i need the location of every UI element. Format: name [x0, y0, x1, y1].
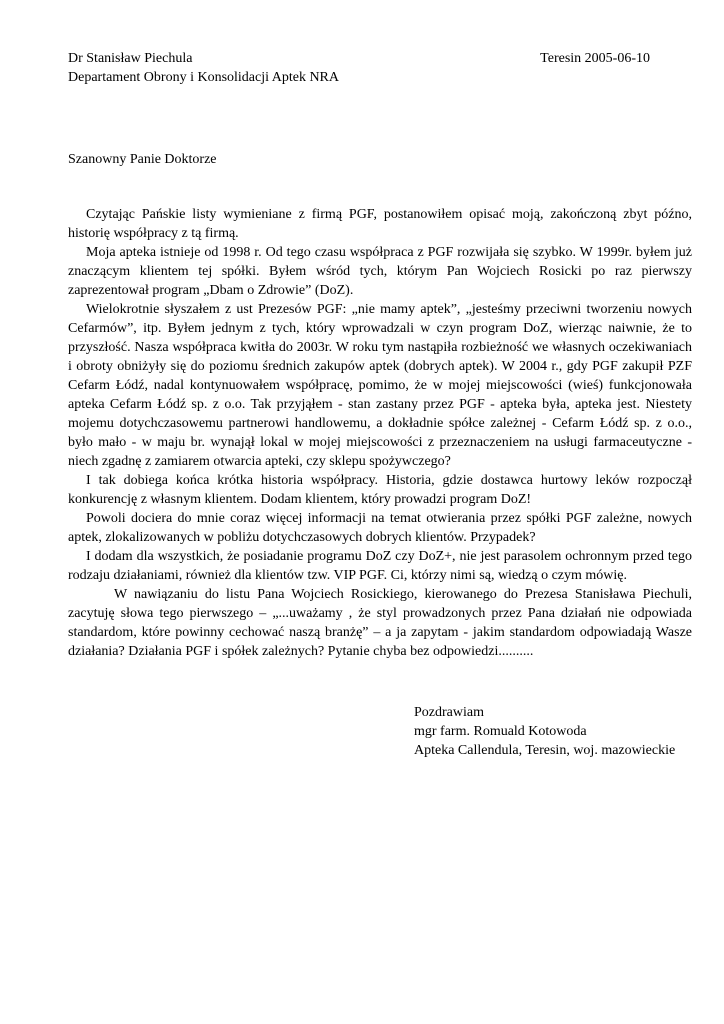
- letter-closing: [414, 703, 692, 760]
- paragraph: Moja apteka istnieje od 1998 r. Od tego czasu współpraca z PGF rozwijała się szybko. W 1999r. byłem już znaczącym klientem tej spółki. Byłem wśród tych, którym Pan Wojciech Rosicki po raz pierwszy zaprezentował program „Dbam o Zdrowie” (DoZ).: [68, 245, 692, 298]
- place-date: Teresin 2005-06-10: [540, 51, 650, 66]
- sender-department: Departament Obrony i Konsolidacji Aptek NRA: [68, 70, 340, 85]
- sender-name: Dr Stanisław Piechula: [68, 51, 193, 66]
- paragraph: W nawiązaniu do listu Pana Wojciech Rosickiego, kierowanego do Prezesa Stanisława Piechuli, zacytuję słowa tego pierwszego – „...uważamy , że styl prowadzonych przez Pana działań nie odpowiada standardom, które powinny cechować naszą branżę” – a ja zapytam - jakim standardom odpowiadają Wasze działania? Działania PGF i spółek zależnych? Pytanie chyba bez odpowiedzi..........: [68, 587, 692, 659]
- letter: [68, 49, 692, 760]
- letter-header: [68, 49, 692, 87]
- letter-body: [68, 205, 692, 661]
- paragraph: Czytając Pańskie listy wymieniane z firmą PGF, postanowiłem opisać moją, zakończoną zbyt późno, historię współpracy z tą firmą.: [68, 207, 692, 241]
- paragraph: I dodam dla wszystkich, że posiadanie programu DoZ czy DoZ+, nie jest parasolem ochronnym przed tego rodzaju działaniami, również dla klientów tzw. VIP PGF. Ci, którzy nimi są, wiedzą o czym mówię.: [68, 549, 692, 583]
- closing-greeting: Pozdrawiam: [414, 705, 484, 720]
- paragraph: Wielokrotnie słyszałem z ust Prezesów PGF: „nie mamy aptek”, „jesteśmy przeciwni tworzeniu nowych Cefarmów”, itp. Byłem jednym z tych, który wprowadzali w czyn program DoZ, wierząc naiwnie, że to przyszłość. Nasza współpraca kwitła do 2003r. W roku tym nastąpiła rozbieżność we własnych oczekiwaniach i obroty obniżyły się do poziomu średnich zakupów aptek (dobrych aptek). W 2004 r., gdy PGF zakupił PZF Cefarm Łódź, nadal kontynuowałem współpracę, pomimo, że w mojej miejscowości (wieś) funkcjonowała apteka Cefarm Łódź sp. z o.o. Tak przyjąłem - stan zastany przez PGF - apteka była, apteka jest. Niestety mojemu dotychczasowemu partnerowi handlowemu, a dokładnie spółce zależnej - Cefarm Łódź sp. z o.o., było mało - w maju br. wynajął lokal w mojej miejscowości z przeznaczeniem na usługi farmaceutyczne - niech zgadnę z zamiarem otwarcia apteki, czy sklepu spożywczego?: [68, 302, 692, 469]
- signer-pharmacy: Apteka Callendula, Teresin, woj. mazowieckie: [414, 743, 676, 758]
- salutation: Szanowny Panie Doktorze: [68, 152, 217, 167]
- signer-name: mgr farm. Romuald Kotowoda: [414, 724, 587, 739]
- paragraph: Powoli dociera do mnie coraz więcej informacji na temat otwierania przez spółki PGF zależne, nowych aptek, zlokalizowanych w pobliżu dotychczasowych dobrych klientów. Przypadek?: [68, 511, 692, 545]
- paragraph: I tak dobiega końca krótka historia współpracy. Historia, gdzie dostawca hurtowy leków rozpoczął konkurencję z własnym klientem. Dodam klientem, który prowadzi program DoZ!: [68, 473, 692, 507]
